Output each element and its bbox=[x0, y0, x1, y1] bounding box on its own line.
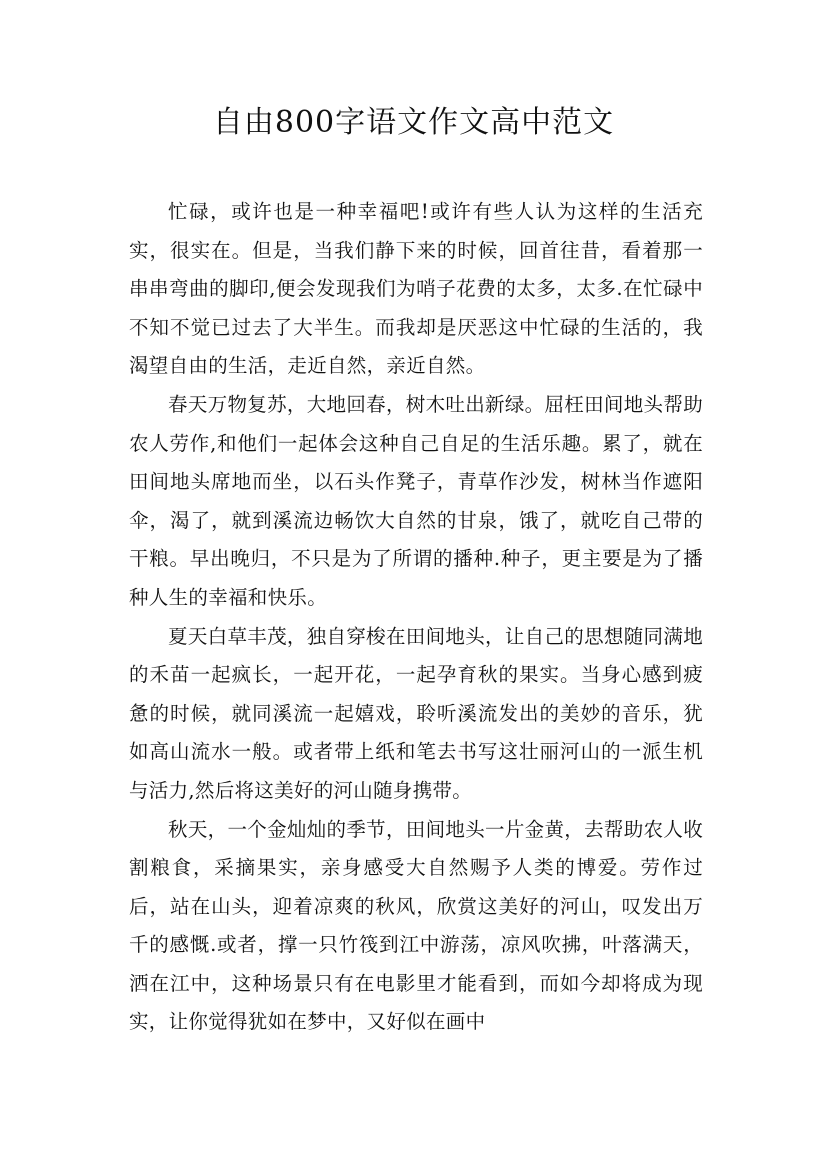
paragraph-4: 秋天，一个金灿灿的季节，田间地头一片金黄，去帮助农人收割粮食，采摘果实，亲身感受大自然赐予人类的博爱。劳作过后，站在山头，迎着凉爽的秋风，欣赏这美好的河山，叹发出万千的感慨.或者，撑一只竹筏到江中游荡，凉风吹拂，叶落满天，洒在江中，这种场景只有在电影里才能看到，而如今却将成为现实，让你觉得犹如在梦中，又好似在画中 bbox=[129, 817, 703, 1034]
document-title: 自由800字语文作文高中范文 bbox=[212, 105, 615, 140]
document-body bbox=[129, 193, 703, 1042]
paragraph-2: 春天万物复苏，大地回春，树木吐出新绿。屈枉田间地头帮助农人劳作,和他们一起体会这种自己自足的生活乐趣。累了，就在田间地头席地而坐，以石头作凳子，青草作沙发，树林当作遮阳伞，渴了，就到溪流边畅饮大自然的甘泉，饿了，就吃自己带的干粮。早出晚归，不只是为了所谓的播种.种子，更主要是为了播种人生的幸福和快乐。 bbox=[129, 392, 703, 609]
paragraph-3: 夏天白草丰茂，独自穿梭在田间地头，让自己的思想随同满地的禾苗一起疯长，一起开花，一起孕育秋的果实。当身心感到疲惫的时候，就同溪流一起嬉戏，聆听溪流发出的美妙的音乐，犹如高山流水一般。或者带上纸和笔去书写这壮丽河山的一派生机与活力,然后将这美好的河山随身携带。 bbox=[129, 624, 703, 802]
paragraph-1: 忙碌，或许也是一种幸福吧!或许有些人认为这样的生活充实，很实在。但是，当我们静下来的时候，回首往昔，看着那一串串弯曲的脚印,便会发现我们为哨子花费的太多，太多.在忙碌中不知不觉已过去了大半生。而我却是厌恶这中忙碌的生活的，我渴望自由的生活，走近自然，亲近自然。 bbox=[129, 200, 703, 378]
